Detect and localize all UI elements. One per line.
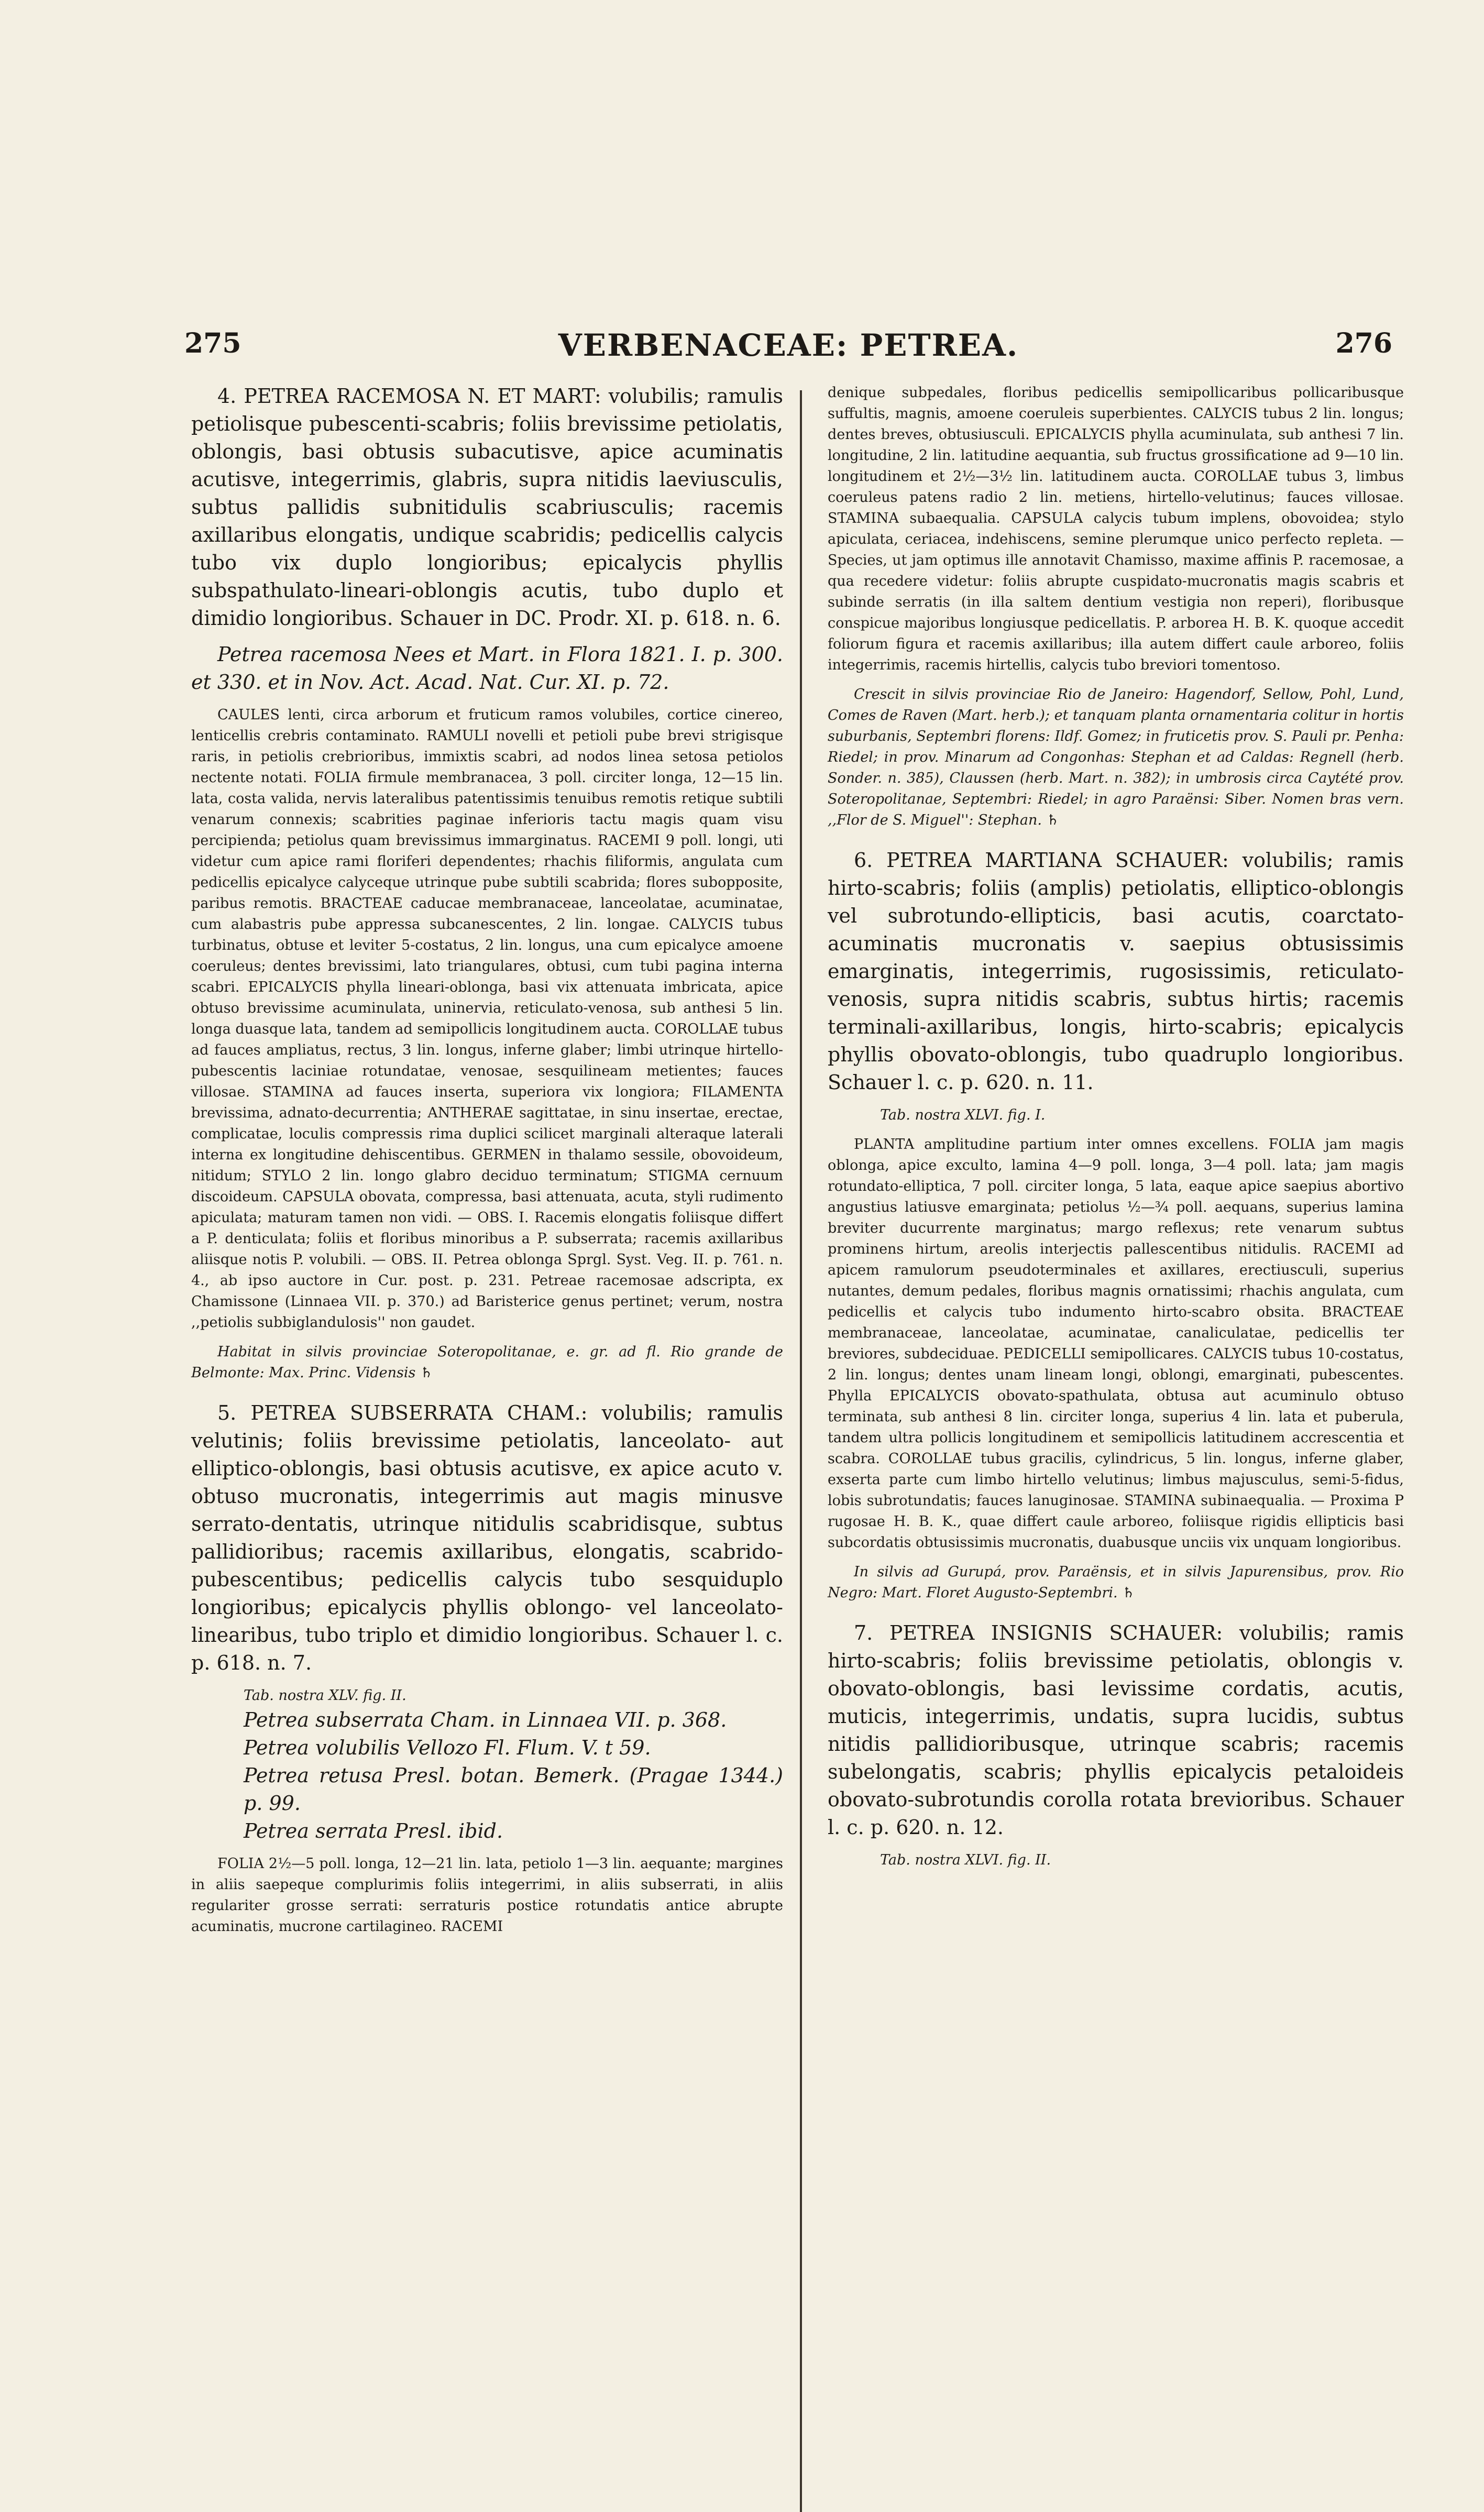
right-column: [828, 382, 1404, 1871]
species-6-habitat: In silvis ad Gurupá, prov. Paraënsis, et in silvis Japurensibus, prov. Rio Negro: Mart. Floret Augusto-Septembri. ♄: [828, 1564, 1404, 1601]
synonym-line: Petrea subserrata Cham. in Linnaea VII. p. 368.: [244, 1708, 727, 1731]
running-title: VERBENACEAE: PETREA.: [558, 327, 1019, 363]
species-4-habitat: Habitat in silvis provinciae Soteropolitanae, e. gr. ad fl. Rio grande de Belmonte: Max. Princ. Vidensis ♄: [191, 1344, 783, 1381]
synonym-line: Petrea serrata Presl. ibid.: [244, 1819, 503, 1842]
page-header: [178, 327, 1399, 369]
species-4-diagnosis: 4. PETREA RACEMOSA N. ET MART: volubilis; ramulis petiolisque pubescenti-scabris; foliis brevissime petiolatis, oblongis, basi obtusis subacutisve, apice acuminatis acutisve, integerrimis, glabris, supra nitidis laeviusculis, subtus pallidis subnitidulis scabriusculis; racemis axillaribus elongatis, undique scabridis; pedicellis calycis tubo vix duplo longioribus; epicalycis phyllis subspathulato-lineari-oblongis acutis, tubo duplo et dimidio longioribus. Schauer in DC. Prodr. XI. p. 618. n. 6.: [191, 385, 783, 630]
page-number-left: 275: [184, 327, 241, 359]
species-7-diagnosis: 7. PETREA INSIGNIS SCHAUER: volubilis; ramis hirto-scabris; foliis brevissime petiolatis, oblongis v. obovato-oblongis, basi levissime cordatis, acutis, muticis, integerrimis, undatis, supra lucidis, subtus nitidis pallidioribusque, utrinque scabris; racemis subelongatis, scabris; phyllis epicalycis petaloideis obovato-subrotundis corolla rotata brevioribus. Schauer l. c. p. 620. n. 12.: [828, 1621, 1404, 1839]
page-number-right: 276: [1335, 327, 1392, 359]
species-5-diagnosis: 5. PETREA SUBSERRATA CHAM.: volubilis; ramulis velutinis; foliis brevissime petiolatis, lanceolato- aut elliptico-oblongis, basi obtusis acutisve, ex apice acuto v. obtuso mucronatis, integerrimis aut magis minusve serrato-dentatis, utrinque nitidulis scabridisque, subtus pallidioribus; racemis axillaribus, elongatis, scabrido-pubescentibus; pedicellis calycis tubo sesquiduplo longioribus; epicalycis phyllis oblongo- vel lanceolato-linearibus, tubo triplo et dimidio longioribus. Schauer l. c. p. 618. n. 7.: [191, 1401, 783, 1674]
species-6-description: PLANTA amplitudine partium inter omnes excellens. FOLIA jam magis oblonga, apice exculto, lamina 4—9 poll. longa, 3—4 poll. lata; jam magis rotundato-elliptica, 7 poll. circiter longa, 5 lata, eaque apice saepius abortivo angustius latiusve emarginata; petiolus ½—¾ poll. aequans, superius lamina breviter ducurrente marginatus; margo reflexus; rete venarum subtus prominens hirtum, areolis interjectis pallescentibus nitidulis. RACEMI ad apicem ramulorum pseudoterminales et axillares, erectiusculi, superius nutantes, demum pedales, floribus magnis ornatissimi; rhachis angulata, cum pedicellis et calycis tubo indumento hirto-scabro obsita. BRACTEAE membranaceae, lanceolatae, acuminatae, canaliculatae, pedicellis ter breviores, subdeciduae. PEDICELLI semipollicares. CALYCIS tubus 10-costatus, 2 lin. longus; dentes unam lineam longi, oblongi, emarginati, pubescentes. Phylla EPICALYCIS obovato-spathulata, obtusa aut acuminulo obtuso terminata, sub anthesi 8 lin. circiter longa, superius 4 lin. lata et puberula, tandem ultra pollicis longitudinem et semipollicis latitudinem accrescentia et scabra. COROLLAE tubus gracilis, cylindricus, 5 lin. longus, inferne glaber, exserta parte cum limbo hirtello velutinus; limbus majusculus, semi-5-fidus, lobis subrotundatis; fauces lanuginosae. STAMINA subinaequalia. — Proxima P rugosae H. B. K., quae differt caule arboreo, foliisque rigidis ellipticis basi subcordatis obtusissimis mucronatis, duabusque unciis vix unquam longioribus.: [828, 1136, 1404, 1551]
species-5-description: FOLIA 2½—5 poll. longa, 12—21 lin. lata, petiolo 1—3 lin. aequante; margines in aliis saepeque complurimis foliis integerrimi, in aliis subserrati, in aliis regulariter grosse serrati: serraturis postice rotundatis antice abrupte acuminatis, mucrone cartilagineo. RACEMI: [191, 1856, 783, 1935]
species-6-plate: Tab. nostra XLVI. fig. I.: [880, 1107, 1046, 1123]
species-6-diagnosis: 6. PETREA MARTIANA SCHAUER: volubilis; ramis hirto-scabris; foliis (amplis) petiolatis, elliptico-oblongis vel subrotundo-ellipticis, basi acutis, coarctato-acuminatis mucronatis v. saepius obtusissimis emarginatis, integerrimis, rugosissimis, reticulato-venosis, supra nitidis scabris, subtus hirtis; racemis terminali-axillaribus, longis, hirto-scabris; epicalycis phyllis obovato-oblongis, tubo quadruplo longioribus. Schauer l. c. p. 620. n. 11.: [828, 849, 1404, 1094]
left-column: [191, 382, 783, 1937]
species-5-plate: Tab. nostra XLV. fig. II.: [244, 1687, 406, 1704]
synonym-line: Petrea volubilis Vellozo Fl. Flum. V. t 59.: [244, 1736, 651, 1759]
column-divider: [800, 390, 802, 2512]
species-5-habitat: Crescit in silvis provinciae Rio de Janeiro: Hagendorf, Sellow, Pohl, Lund, Comes de Raven (Mart. herb.); et tanquam planta ornamentaria colitur in hortis suburbanis, Septembri florens: Ildf. Gomez; in fruticetis prov. S. Pauli pr. Penha: Riedel; in prov. Minarum ad Congonhas: Stephan et ad Caldas: Regnell (herb. Sonder. n. 385), Claussen (herb. Mart. n. 382); in umbrosis circa Caytété prov. Soteropolitanae, Septembri: Riedel; in agro Paraënsi: Siber. Nomen bras vern. ,,Flor de S. Miguel'': Stephan. ♄: [828, 686, 1404, 828]
species-7-plate: Tab. nostra XLVI. fig. II.: [880, 1852, 1051, 1868]
species-4-synonym: Petrea racemosa Nees et Mart. in Flora 1821. I. p. 300. et 330. et in Nov. Act. Acad. Nat. Cur. XI. p. 72.: [191, 643, 783, 694]
species-4-description: CAULES lenti, circa arborum et fruticum ramos volubiles, cortice cinereo, lenticellis crebris contaminato. RAMULI novelli et petioli pube brevi strigisque raris, in petiolis crebrioribus, immixtis scabri, ad nodos linea setosa petiolos nectente notati. FOLIA firmule membranacea, 3 poll. circiter longa, 12—15 lin. lata, costa valida, nervis lateralibus patentissimis tenuibus remotis retique subtili venarum connexis; scabrities paginae inferioris tactu magis quam visu percipienda; petiolus quam brevissimus immarginatus. RACEMI 9 poll. longi, uti videtur cum apice rami floriferi dependentes; rhachis filiformis, angulata cum pedicellis epicalyce calyceque utrinque pube subtili scabrida; flores subopposite, paribus remotis. BRACTEAE caducae membranaceae, lanceolatae, acuminatae, cum alabastris pube appressa subcanescentes, 2 lin. longae. CALYCIS tubus turbinatus, obtuse et leviter 5-costatus, 2 lin. longus, una cum epicalyce amoene coeruleus; dentes brevissimi, lato triangulares, obtusi, cum tubi pagina interna scabri. EPICALYCIS phylla lineari-oblonga, basi vix attenuata imbricata, apice obtuso brevissime acuminulata, uninervia, reticulato-venosa, sub anthesi 5 lin. longa duasque lata, tandem ad semipollicis longitudinem aucta. COROLLAE tubus ad fauces ampliatus, rectus, 3 lin. longus, inferne glaber; limbi utrinque hirtello-pubescentis laciniae rotundatae, venosae, sesquilineam metientes; fauces villosae. STAMINA ad fauces inserta, superiora vix longiora; FILAMENTA brevissima, adnato-decurrentia; ANTHERAE sagittatae, in sinu insertae, erectae, complicatae, loculis compressis rima duplici scilicet marginali alteraque laterali interna ex longitudine dehiscentibus. GERMEN in thalamo sessile, obovoideum, nitidum; STYLO 2 lin. longo glabro deciduo terminatum; STIGMA cernuum discoideum. CAPSULA obovata, compressa, basi attenuata, acuta, styli rudimento apiculata; maturam tamen non vidi. — OBS. I. Racemis elongatis foliisque differt a P. denticulata; foliis et floribus minoribus a P. subserrata; racemis axillaribus aliisque notis P. volubili. — OBS. II. Petrea oblonga Sprgl. Syst. Veg. II. p. 761. n. 4., ab ipso auctore in Cur. post. p. 231. Petreae racemosae adscripta, ex Chamissone (Linnaea VII. p. 370.) ad Baristerice genus pertinet; verum, nostra ,,petiolis subbiglandulosis'' non gaudet.: [191, 707, 783, 1331]
species-5-synonyms: [191, 1706, 783, 1845]
species-5-description-continued: denique subpedales, floribus pedicellis semipollicaribus pollicaribusque suffultis, magnis, amoene coeruleis superbientes. CALYCIS tubus 2 lin. longus; dentes breves, obtusiusculi. EPICALYCIS phylla acuminulata, sub anthesi 7 lin. longitudine, 2 lin. latitudine aequantia, sub fructus grossificatione ad 9—10 lin. longitudinem et 2½—3½ lin. latitudinem aucta. COROLLAE tubus 3, limbus coeruleus patens radio 2 lin. metiens, hirtello-velutinus; fauces villosae. STAMINA subaequalia. CAPSULA calycis tubum implens, obovoidea; stylo apiculata, ceriacea, indehiscens, semine plerumque unico perfecto repleta. — Species, ut jam optimus ille annotavit Chamisso, maxime affinis P. racemosae, a qua recedere videtur: foliis abrupte cuspidato-mucronatis magis scabris et subinde serratis (in illa saltem dentium vestigia non reperi), floribusque conspicue majoribus longiusque pedicellatis. P. arborea H. B. K. quoque accedit foliorum figura et racemis axillaribus; illa autem differt caule arboreo, foliis integerrimis, racemis hirtellis, calycis tubo breviori tomentoso.: [828, 385, 1404, 673]
synonym-line: Petrea retusa Presl. botan. Bemerk. (Pragae 1344.) p. 99.: [244, 1764, 783, 1815]
